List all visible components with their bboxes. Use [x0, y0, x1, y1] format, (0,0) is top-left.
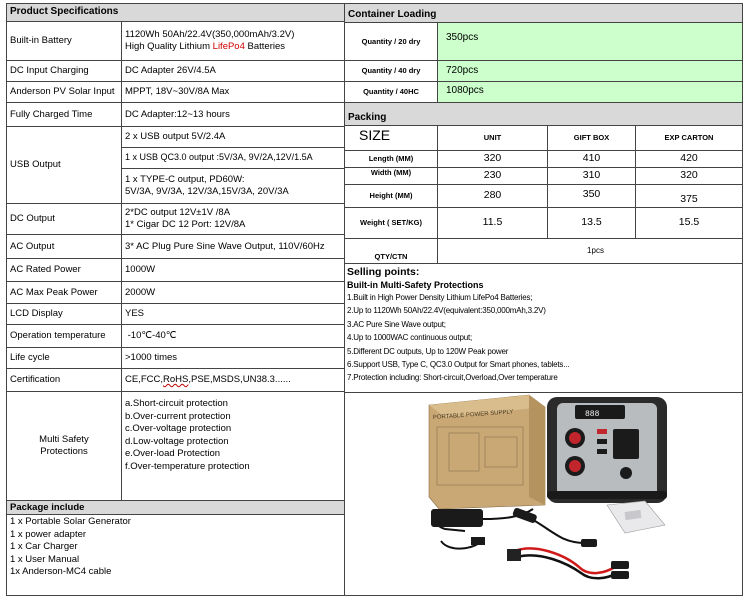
spec-value-lcd: YES	[121, 303, 345, 325]
packing-row-height-gift: 350	[547, 184, 636, 208]
packing-row-length-gift: 410	[547, 150, 636, 168]
spec-label-dc-output: DC Output	[6, 203, 122, 235]
safety-list	[125, 398, 250, 474]
package-title: Package include	[6, 500, 345, 515]
packing-row-width-carton: 320	[635, 167, 743, 185]
spec-value-cert: CE,FCC,RoHS,PSE,MSDS,UN38.3......	[121, 368, 345, 392]
svg-text:888: 888	[585, 410, 600, 419]
spec-label-ac-peak: AC Max Peak Power	[6, 281, 122, 304]
packing-size-label: SIZE	[344, 125, 438, 151]
spec-value-ac-peak: 2000W	[121, 281, 345, 304]
spec-value-usb-1: 2 x USB output 5V/2.4A	[121, 126, 345, 148]
car-charger-image	[512, 507, 597, 547]
safety-item: c.Over-voltage protection	[125, 423, 232, 435]
selling-point: 1.Built in High Power Density Lithium LifePo4 Batteries;	[347, 293, 533, 302]
selling-point: 5.Different DC outputs, Up to 120W Peak power	[347, 346, 509, 356]
spec-value-usb-3: 1 x TYPE-C output, PD60W: 5V/3A, 9V/3A, 12V/3A,15V/3A, 20V/3A	[121, 168, 345, 204]
packing-row-width-gift: 310	[547, 167, 636, 185]
container-title: Container Loading	[344, 3, 743, 23]
selling-subtitle: Built-in Multi-Safety Protections	[347, 280, 484, 290]
packing-row-width-label: Width (MM)	[344, 167, 438, 185]
selling-title: Selling points:	[347, 266, 420, 278]
package-item: 1 x Car Charger	[10, 541, 78, 553]
packing-row-width-unit: 230	[437, 167, 548, 185]
safety-item: a.Short-circuit protection	[125, 398, 228, 409]
anderson-mc4-cable-image	[507, 548, 629, 579]
packing-qty-label: QTY/CTN	[344, 238, 438, 264]
gift-box-image	[429, 395, 545, 509]
safety-item: e.Over-load Protection	[125, 448, 221, 460]
spec-label-usb: USB Output	[6, 126, 122, 204]
package-item: 1x Anderson-MC4 cable	[10, 566, 112, 578]
packing-title: Packing	[344, 102, 743, 126]
packing-col-unit: UNIT	[437, 125, 548, 151]
packing-row-weight-unit: 11.5	[437, 207, 548, 239]
container-value-40hc: 1080pcs	[437, 81, 743, 103]
spec-label-charge-time: Fully Charged Time	[6, 102, 122, 127]
spec-value-usb-2: 1 x USB QC3.0 output :5V/3A, 9V/2A,12V/1.5A	[121, 147, 345, 169]
selling-point: 3.AC Pure Sine Wave output;	[347, 319, 446, 329]
package-list	[6, 514, 345, 596]
container-value-40: 720pcs	[437, 60, 743, 82]
user-manual-image	[607, 501, 665, 533]
spec-value-dc-output: 2*DC output 12V±1V /8A 1* Cigar DC 12 Port: 12V/8A	[121, 203, 345, 235]
package-item: 1 x power adapter	[10, 528, 87, 540]
safety-item: b.Over-current protection	[125, 410, 231, 422]
packing-row-weight-gift: 13.5	[547, 207, 636, 239]
spec-value-battery: 1120Wh 50Ah/22.4V(350,000mAh/3.2V) High Quality Lithium LifePo4 Batteries	[121, 21, 345, 61]
spec-value-dc-input: DC Adapter 26V/4.5A	[121, 60, 345, 82]
spec-label-life: Life cycle	[6, 347, 122, 369]
spec-label-cert: Certification	[6, 368, 122, 392]
container-label-40: Quantity / 40 dry	[344, 60, 438, 82]
packing-row-height-label: Height (MM)	[344, 184, 438, 208]
product-photo	[345, 393, 742, 595]
spec-label-ac-rated: AC Rated Power	[6, 258, 122, 282]
spec-label-pv-input: Anderson PV Solar Input	[6, 81, 122, 103]
spec-value-safety	[121, 391, 345, 501]
spec-label-ac-output: AC Output	[6, 234, 122, 259]
safety-item: d.Low-voltage protection	[125, 435, 229, 447]
selling-point: 6.Support USB, Type C, QC3.0 Output for Smart phones, tablets...	[347, 360, 570, 370]
packing-row-weight-carton: 15.5	[635, 207, 743, 239]
packing-col-carton: EXP CARTON	[635, 125, 743, 151]
packing-row-length-carton: 420	[635, 150, 743, 168]
selling-point: 7.Protection including: Short-circuit,Overload,Over temperature	[347, 373, 558, 383]
spec-label-lcd: LCD Display	[6, 303, 122, 325]
packing-row-height-carton: 375	[635, 184, 743, 208]
selling-point: 2.Up to 1120Wh 50Ah/22.4V(equivalent:350,000mAh,3.2V)	[347, 306, 546, 316]
spec-label-battery: Built-in Battery	[6, 21, 122, 61]
packing-row-weight-label: Weight ( SET/KG)	[344, 207, 438, 239]
spec-value-ac-output: 3* AC Plug Pure Sine Wave Output, 110V/60Hz	[121, 234, 345, 259]
packing-row-length-unit: 320	[437, 150, 548, 168]
packing-row-length-label: Length (MM)	[344, 150, 438, 168]
selling-points	[344, 263, 743, 393]
product-image-cell	[344, 392, 743, 596]
spec-label-dc-input: DC Input Charging	[6, 60, 122, 82]
packing-col-giftbox: GIFT BOX	[547, 125, 636, 151]
package-item: 1 x User Manual	[10, 553, 80, 565]
container-label-20: Quantity / 20 dry	[344, 22, 438, 61]
safety-item: f.Over-temperature protection	[125, 460, 250, 472]
spec-value-pv-input: MPPT, 18V~30V/8A Max	[121, 81, 345, 103]
spec-value-ac-rated: 1000W	[121, 258, 345, 282]
spec-value-temp: -10℃-40℃	[121, 324, 345, 348]
spec-label-safety: Multi Safety Protections	[6, 391, 122, 501]
container-label-40hc: Quantity / 40HC	[344, 81, 438, 103]
packing-qty-value: 1pcs	[437, 238, 743, 264]
power-station-image	[547, 397, 667, 503]
packing-row-height-unit: 280	[437, 184, 548, 208]
specs-title: Product Specifications	[6, 3, 345, 22]
spec-label-temp: Operation temperature	[6, 324, 122, 348]
container-value-20: 350pcs	[437, 22, 743, 61]
selling-point: 4.Up to 1000WAC continuous output;	[347, 333, 472, 343]
spec-value-charge-time: DC Adapter:12~13 hours	[121, 102, 345, 127]
package-item: 1 x Portable Solar Generator	[10, 516, 131, 527]
gift-box-label: PORTABLE POWER SUPPLY	[432, 409, 514, 421]
spec-value-life: >1000 times	[121, 347, 345, 369]
